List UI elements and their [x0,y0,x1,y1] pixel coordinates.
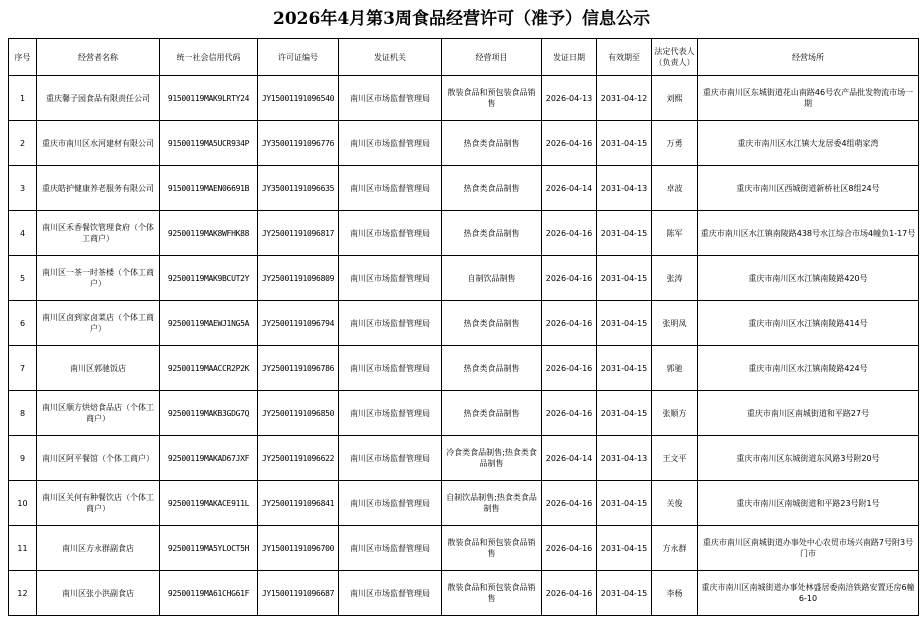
cell-legal-person: 郭驰 [652,346,698,391]
table-row [9,346,919,391]
cell-license-no: JY15001191096540 [258,76,339,121]
cell-authority: 南川区市场监督管理局 [339,481,442,526]
cell-name: 南川区卤到家卤菜店（个体工商户） [37,301,160,346]
cell-credit-code: 92500119MAKACE911L [160,481,258,526]
cell-license-no: JY25001191096841 [258,481,339,526]
cell-authority: 南川区市场监督管理局 [339,301,442,346]
cell-no: 7 [9,346,37,391]
cell-issue-date: 2026-04-16 [542,256,597,301]
cell-authority: 南川区市场监督管理局 [339,346,442,391]
cell-address: 重庆市南川区水江镇南陵路420号 [698,256,919,301]
cell-license-no: JY25001191096794 [258,301,339,346]
cell-address: 重庆市南川区东城街道东风路3号附20号 [698,436,919,481]
cell-address: 重庆市南川区南城街道办事处林盛居委南涪铁路安置还房6幢6-10 [698,571,919,616]
col-header-project: 经营项目 [442,39,542,76]
cell-expire-date: 2031-04-15 [597,211,652,256]
cell-issue-date: 2026-04-16 [542,121,597,166]
cell-address: 重庆市南川区东城街道花山南路46号农产品批发物流市场一期 [698,76,919,121]
license-table [8,38,919,616]
cell-no: 4 [9,211,37,256]
cell-expire-date: 2031-04-15 [597,526,652,571]
cell-expire-date: 2031-04-15 [597,391,652,436]
cell-legal-person: 张涛 [652,256,698,301]
cell-legal-person: 张明凤 [652,301,698,346]
cell-address: 重庆市南川区水江镇南陵路414号 [698,301,919,346]
cell-address: 重庆市南川区南城街道和平路27号 [698,391,919,436]
cell-license-no: JY25001191096622 [258,436,339,481]
table-row [9,481,919,526]
cell-legal-person: 陈军 [652,211,698,256]
cell-issue-date: 2026-04-13 [542,76,597,121]
cell-address: 重庆市南川区西城街道新桥社区8组24号 [698,166,919,211]
cell-issue-date: 2026-04-16 [542,481,597,526]
cell-expire-date: 2031-04-15 [597,346,652,391]
cell-legal-person: 万勇 [652,121,698,166]
cell-name: 南川区郭驰饭店 [37,346,160,391]
cell-project: 热食类食品制售 [442,166,542,211]
cell-authority: 南川区市场监督管理局 [339,211,442,256]
cell-legal-person: 刘熙 [652,76,698,121]
cell-name: 南川区方永群副食店 [37,526,160,571]
cell-credit-code: 92500119MAKB3GDG7Q [160,391,258,436]
table-body [9,76,919,616]
cell-authority: 南川区市场监督管理局 [339,166,442,211]
cell-authority: 南川区市场监督管理局 [339,76,442,121]
cell-address: 重庆市南川区南城街道办事处中心农贸市场兴南路7号附3号门市 [698,526,919,571]
cell-no: 6 [9,301,37,346]
cell-credit-code: 92500119MAKAD67JXF [160,436,258,481]
cell-project: 热食类食品制售 [442,301,542,346]
cell-project: 散装食品和预包装食品销售 [442,526,542,571]
cell-legal-person: 李杨 [652,571,698,616]
header-row [9,39,919,76]
cell-project: 热食类食品制售 [442,121,542,166]
cell-no: 1 [9,76,37,121]
cell-credit-code: 92500119MAACCR2P2K [160,346,258,391]
cell-legal-person: 卓波 [652,166,698,211]
cell-no: 10 [9,481,37,526]
cell-address: 重庆市南川区南城街道和平路23号附1号 [698,481,919,526]
table-row [9,166,919,211]
cell-authority: 南川区市场监督管理局 [339,526,442,571]
cell-expire-date: 2031-04-15 [597,301,652,346]
cell-expire-date: 2031-04-15 [597,256,652,301]
table-row [9,301,919,346]
cell-expire-date: 2031-04-13 [597,166,652,211]
cell-issue-date: 2026-04-14 [542,166,597,211]
table-row [9,256,919,301]
cell-name: 南川区禾香餐饮管理食府（个体工商户） [37,211,160,256]
cell-project: 冷食类食品制售;热食类食品制售 [442,436,542,481]
table-row [9,391,919,436]
col-header-expire-date: 有效期至 [597,39,652,76]
cell-license-no: JY25001191096786 [258,346,339,391]
cell-issue-date: 2026-04-14 [542,436,597,481]
cell-authority: 南川区市场监督管理局 [339,571,442,616]
col-header-address: 经营场所 [698,39,919,76]
cell-authority: 南川区市场监督管理局 [339,256,442,301]
cell-authority: 南川区市场监督管理局 [339,436,442,481]
cell-expire-date: 2031-04-15 [597,481,652,526]
cell-issue-date: 2026-04-16 [542,301,597,346]
cell-no: 8 [9,391,37,436]
cell-expire-date: 2031-04-15 [597,571,652,616]
cell-name: 重庆馨子园食品有限责任公司 [37,76,160,121]
col-header-no: 序号 [9,39,37,76]
col-header-legal-person: 法定代表人（负责人） [652,39,698,76]
cell-project: 热食类食品制售 [442,211,542,256]
table-row [9,571,919,616]
cell-authority: 南川区市场监督管理局 [339,121,442,166]
cell-no: 3 [9,166,37,211]
cell-legal-person: 王文平 [652,436,698,481]
cell-credit-code: 92500119MAEWJ1NG5A [160,301,258,346]
table-row [9,76,919,121]
cell-name: 南川区一茶一时茶楼（个体工商户） [37,256,160,301]
cell-expire-date: 2031-04-13 [597,436,652,481]
table-row [9,211,919,256]
cell-no: 5 [9,256,37,301]
table-row [9,436,919,481]
cell-issue-date: 2026-04-16 [542,391,597,436]
cell-project: 散装食品和预包装食品销售 [442,76,542,121]
cell-legal-person: 关俊 [652,481,698,526]
cell-issue-date: 2026-04-16 [542,571,597,616]
cell-credit-code: 92500119MA5YLOCT5H [160,526,258,571]
col-header-credit-code: 统一社会信用代码 [160,39,258,76]
cell-credit-code: 91500119MAEN06691B [160,166,258,211]
cell-credit-code: 91500119MA5UCR934P [160,121,258,166]
cell-name: 南川区关何有种餐饮店（个体工商户） [37,481,160,526]
cell-name: 重庆皓护健康养老服务有限公司 [37,166,160,211]
cell-no: 11 [9,526,37,571]
cell-license-no: JY35001191096635 [258,166,339,211]
cell-expire-date: 2031-04-15 [597,121,652,166]
cell-expire-date: 2031-04-12 [597,76,652,121]
cell-name: 南川区张小洪副食店 [37,571,160,616]
cell-no: 2 [9,121,37,166]
cell-project: 热食类食品制售 [442,391,542,436]
cell-name: 南川区阿平餐馆（个体工商户） [37,436,160,481]
cell-credit-code: 91500119MAK9LRTY24 [160,76,258,121]
page-title: 2026年4月第3周食品经营许可（准予）信息公示 [273,9,650,29]
col-header-name: 经营者名称 [37,39,160,76]
cell-credit-code: 92500119MA61CHG61F [160,571,258,616]
cell-issue-date: 2026-04-16 [542,211,597,256]
table-row [9,121,919,166]
cell-license-no: JY35001191096776 [258,121,339,166]
cell-no: 9 [9,436,37,481]
cell-name: 重庆市南川区水河建材有限公司 [37,121,160,166]
cell-license-no: JY25001191096809 [258,256,339,301]
cell-project: 自制饮品制售;热食类食品制售 [442,481,542,526]
table-row [9,526,919,571]
cell-authority: 南川区市场监督管理局 [339,391,442,436]
cell-address: 重庆市南川区水江镇大龙居委4组萌家湾 [698,121,919,166]
cell-name: 南川区顺方烘焙食品店（个体工商户） [37,391,160,436]
cell-license-no: JY15001191096687 [258,571,339,616]
cell-project: 散装食品和预包装食品销售 [442,571,542,616]
col-header-authority: 发证机关 [339,39,442,76]
cell-legal-person: 方永群 [652,526,698,571]
cell-issue-date: 2026-04-16 [542,526,597,571]
cell-license-no: JY25001191096817 [258,211,339,256]
col-header-license-no: 许可证编号 [258,39,339,76]
cell-credit-code: 92500119MAK9BCUT2Y [160,256,258,301]
cell-project: 自制饮品制售 [442,256,542,301]
cell-credit-code: 92500119MAK8WFHK88 [160,211,258,256]
cell-no: 12 [9,571,37,616]
cell-address: 重庆市南川区水江镇南陵路438号水江综合市场4幢负1-17号 [698,211,919,256]
cell-license-no: JY15001191096700 [258,526,339,571]
cell-license-no: JY25001191096850 [258,391,339,436]
cell-legal-person: 张顺方 [652,391,698,436]
col-header-issue-date: 发证日期 [542,39,597,76]
cell-issue-date: 2026-04-16 [542,346,597,391]
cell-address: 重庆市南川区水江镇南陵路424号 [698,346,919,391]
cell-project: 热食类食品制售 [442,346,542,391]
